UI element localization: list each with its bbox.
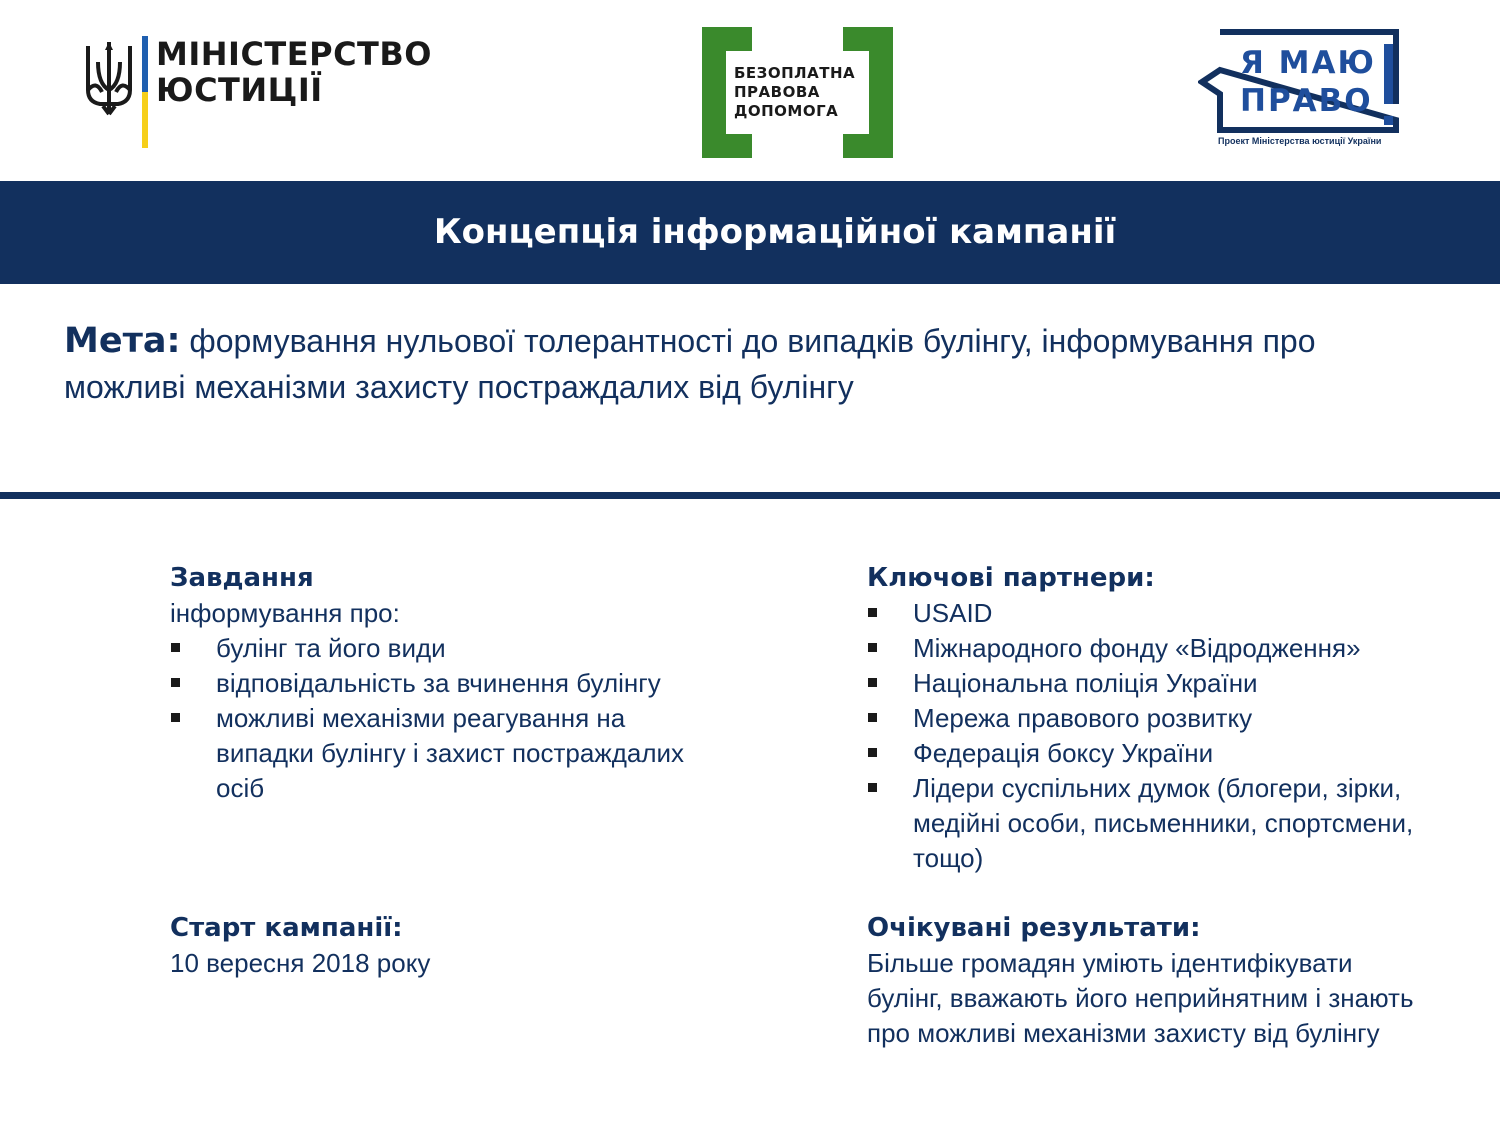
logo-caption: Проект Міністерства юстиції України bbox=[1218, 136, 1382, 146]
page-title: Концепція інформаційної кампанії bbox=[433, 212, 1117, 252]
tasks-intro: інформування про: bbox=[170, 598, 400, 628]
partners-section bbox=[867, 560, 1427, 876]
trident-icon bbox=[84, 40, 134, 118]
square-bullet-icon bbox=[868, 608, 877, 617]
results-heading: Очікувані результати: bbox=[867, 913, 1201, 943]
list-item: можливі механізми реагування на випадки булінгу і захист постраждалих осіб bbox=[170, 701, 690, 806]
ministry-logo bbox=[84, 35, 432, 148]
partners-heading: Ключові партнери: bbox=[867, 563, 1155, 593]
tasks-list bbox=[170, 631, 690, 806]
tasks-heading: Завдання bbox=[170, 563, 314, 593]
results-text: Більше громадян уміють ідентифікувати булінг, вважають його неприйнятним і знають про можливі механізми захисту від булінгу bbox=[867, 948, 1414, 1048]
list-item: Міжнародного фонду «Відродження» bbox=[867, 631, 1427, 666]
ya-mayu-pravo-text: Я МАЮ ПРАВО bbox=[1240, 45, 1376, 119]
partners-list bbox=[867, 596, 1427, 876]
campaign-start-section bbox=[170, 910, 690, 981]
list-item: USAID bbox=[867, 596, 1427, 631]
legal-aid-logo-text: БЕЗОПЛАТНА ПРАВОВА ДОПОМОГА bbox=[734, 64, 856, 120]
list-item: Федерація боксу України bbox=[867, 736, 1427, 771]
legal-aid-logo bbox=[702, 27, 893, 158]
list-item: Лідери суспільних думок (блогери, зірки, медійні особи, письменники, спортсмени, тощо) bbox=[867, 771, 1427, 876]
square-bullet-icon bbox=[868, 713, 877, 722]
start-date: 10 вересня 2018 року bbox=[170, 948, 431, 978]
section-divider bbox=[0, 492, 1500, 499]
ya-mayu-pravo-logo bbox=[1198, 28, 1400, 152]
expected-results-section bbox=[867, 910, 1427, 1051]
square-bullet-icon bbox=[171, 713, 180, 722]
list-item: відповідальність за вчинення булінгу bbox=[170, 666, 690, 701]
square-bullet-icon bbox=[868, 643, 877, 652]
goal-text: формування нульової толерантності до випадків булінгу, інформування про можливі механізми захисту постраждалих від булінгу bbox=[64, 323, 1316, 405]
square-bullet-icon bbox=[868, 783, 877, 792]
goal-label: Мета: bbox=[64, 321, 181, 361]
square-bullet-icon bbox=[868, 748, 877, 757]
square-bullet-icon bbox=[171, 643, 180, 652]
start-heading: Старт кампанії: bbox=[170, 913, 403, 943]
square-bullet-icon bbox=[171, 678, 180, 687]
goal-statement bbox=[64, 318, 1444, 410]
list-item: булінг та його види bbox=[170, 631, 690, 666]
list-item: Національна поліція України bbox=[867, 666, 1427, 701]
title-band bbox=[0, 181, 1500, 284]
flag-bar bbox=[142, 36, 148, 148]
ministry-logo-text: МІНІСТЕРСТВО ЮСТИЦІЇ bbox=[156, 35, 432, 109]
square-bullet-icon bbox=[868, 678, 877, 687]
tasks-section bbox=[170, 560, 690, 806]
list-item: Мережа правового розвитку bbox=[867, 701, 1427, 736]
